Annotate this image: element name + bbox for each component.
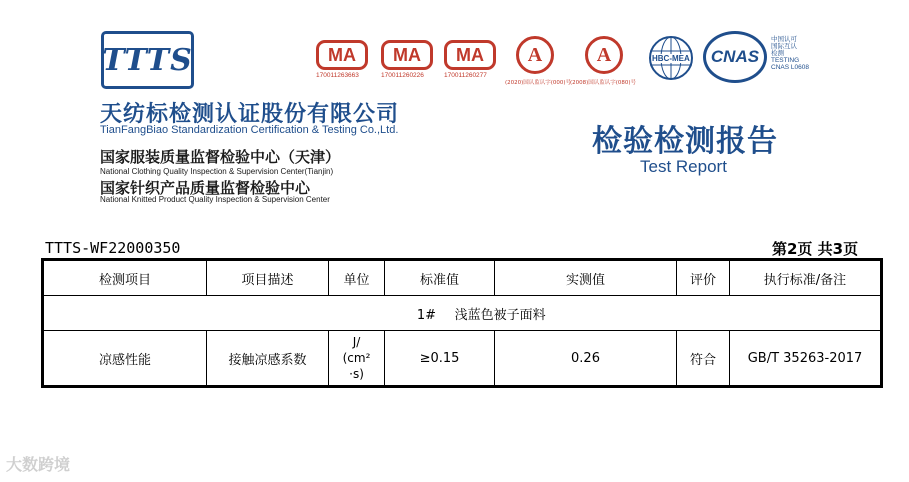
watermark: 大数跨境 (6, 455, 71, 474)
ma-cert-number: 170011260226 (381, 72, 424, 79)
ma-cert-number: 170011263663 (316, 72, 359, 79)
column-header: 评价 (677, 260, 730, 296)
ma-cert-number: 170011260277 (444, 72, 487, 79)
company-name-en: TianFangBiao Standardization Certification & Testing Co.,Ltd. (100, 124, 399, 136)
ma-cert-icon: MA (381, 40, 433, 70)
report-title-cn: 检验检测报告 (592, 124, 778, 159)
sample-cell (43, 296, 882, 331)
ma-cert-icon: MA (316, 40, 368, 70)
column-header: 标准值 (385, 260, 495, 296)
center1-name-cn: 国家服装质量监督检验中心（天津） (100, 148, 341, 166)
cnas-caption: 中国认可 国际互认 检测 TESTING CNAS L0608 (771, 36, 809, 71)
test-unit: J/ (cm² ·s) (329, 331, 385, 387)
page-indicator: 第2页 共3页 (772, 240, 859, 258)
table-row (43, 331, 882, 387)
column-header: 执行标准/备注 (730, 260, 882, 296)
ca-cert-icon: A (516, 36, 554, 74)
column-header: 检测项目 (43, 260, 207, 296)
report-number: TTTS-WF22000350 (45, 239, 181, 257)
measured-value: 0.26 (495, 331, 677, 387)
table-header-row (43, 260, 882, 296)
evaluation: 符合 (677, 331, 730, 387)
ca-cert-icon: A (585, 36, 623, 74)
test-item: 凉感性能 (43, 331, 207, 387)
column-header: 项目描述 (207, 260, 329, 296)
ttts-logo (101, 31, 194, 89)
column-header: 实测值 (495, 260, 677, 296)
hbc-globe-icon (648, 35, 694, 81)
standard-value: ≥0.15 (385, 331, 495, 387)
cnas-text: CNAS (710, 47, 760, 66)
ca-cert-caption: (2008)国认监认字(080)号 (570, 80, 637, 86)
report-title-en: Test Report (640, 157, 727, 176)
sample-name: 浅蓝色被子面料 (454, 307, 546, 323)
company-name-cn: 天纺标检测认证股份有限公司 (100, 102, 400, 127)
test-method: GB/T 35263-2017 (730, 331, 882, 387)
center1-name-en: National Clothing Quality Inspection & Supervision Center(Tianjin) (100, 167, 334, 176)
center2-name-cn: 国家针织产品质量监督检验中心 (100, 179, 311, 197)
center2-name-en: National Knitted Product Quality Inspection & Supervision Center (100, 195, 330, 204)
cnas-logo (703, 31, 767, 83)
sample-number: 1# (416, 307, 436, 323)
test-description: 接触凉感系数 (207, 331, 329, 387)
results-table (41, 258, 883, 388)
hbc-label: HBC-MEA (652, 54, 690, 63)
ma-cert-icon: MA (444, 40, 496, 70)
ca-cert-caption: (2020)国认监认字(000)号 (505, 80, 572, 86)
column-header: 单位 (329, 260, 385, 296)
sample-row (43, 296, 882, 331)
logo-text: TTTS (102, 42, 193, 78)
